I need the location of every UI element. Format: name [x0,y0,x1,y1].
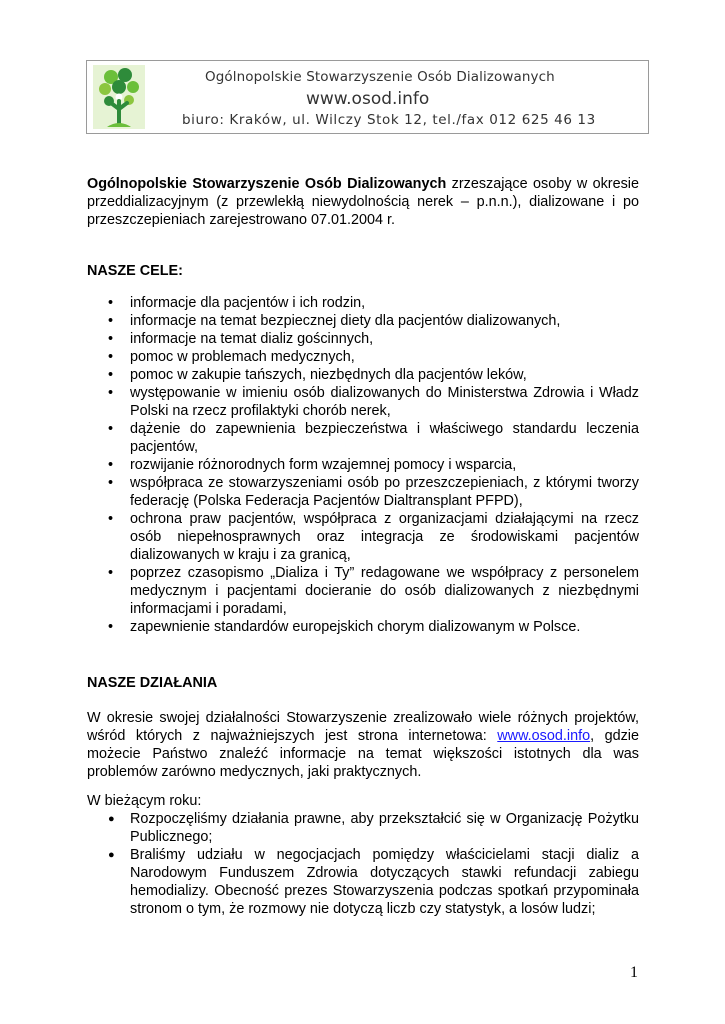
list-item: • informacje dla pacjentów i ich rodzin, [108,295,366,311]
list-item: • występowanie w imieniu osób dializowanych do Ministerstwa Zdrowia i Władz Polski na rzecz profilaktyki chorób nerek, [108,385,639,419]
bullet-icon: • [108,421,114,437]
bullet-icon: ● [108,849,115,861]
bullet-icon: • [108,619,114,635]
bullet-icon: • [108,565,114,581]
list-item: • zapewnienie standardów europejskich chorym dializowanym w Polsce. [108,619,581,635]
list-item: • informacje na temat bezpiecznej diety dla pacjentów dializowanych, [108,313,561,329]
bullet-icon: • [108,511,114,527]
website-link[interactable]: www.osod.info [497,728,591,744]
list-item: • pomoc w problemach medycznych, [108,349,355,365]
list-item: ● Braliśmy udziału w negocjacjach pomiędzy właścicielami stacji dializ a Narodowym Funduszem Zdrowia dotyczących stawki refundacji zabiegu hemodializy. Obecność prezes Stowarzyszenia podczas spotkań przypominała stronom o tym, że rozmowy nie dotyczą liczb czy statystyk, a losów ludzi; [108,847,639,917]
list-item: • współpraca ze stowarzyszeniami osób po przeszczepieniach, z którymi tworzy federację (Polska Federacja Pacjentów Dialtransplant PFPD), [108,475,639,509]
list-item: • ochrona praw pacjentów, współpraca z organizacjami działającymi na rzecz osób niepełnosprawnych oraz integracja ze środowiskami pacjentów dializowanych w kraju i za granicą, [108,511,639,563]
letterhead [86,60,649,134]
list-item: • rozwijanie różnorodnych form wzajemnej pomocy i wsparcia, [108,457,517,473]
list-item: • informacje na temat dializ gościnnych, [108,331,374,347]
bullet-icon: • [108,385,114,401]
actions-list [108,810,639,918]
page-number: 1 [630,964,638,981]
list-item: • pomoc w zakupie tańszych, niezbędnych dla pacjentów leków, [108,367,527,383]
list-item: • poprzez czasopismo „Dializa i Ty” redagowane we współpracy z personelem medycznym i pacjentami docieranie do osób dializowanych z niezbędnymi informacjami i poradami, [108,565,639,617]
actions-heading: NASZE DZIAŁANIA [87,675,218,691]
list-item: ● Rozpoczęliśmy działania prawne, aby przekształcić się w Organizację Pożytku Publicznego; [108,811,639,845]
header-org-name: Ogólnopolskie Stowarzyszenie Osób Dializowanych [205,69,555,85]
bullet-icon: ● [108,813,115,825]
intro-org-name: Ogólnopolskie Stowarzyszenie Osób Dializowanych [87,176,447,192]
goals-list [108,294,639,636]
goals-heading: NASZE CELE: [87,263,183,279]
intro-text: zrzeszające osoby w okresie przeddializacyjnym (z przewlekłą niewydolnością nerek – p.n.n.), dializowane i po przeszczepieniach zarejestrowano 07.01.2004 r. [87,176,640,228]
bullet-icon: • [108,349,114,365]
current-year-label: W bieżącym roku: [87,793,202,809]
bullet-icon: • [108,457,114,473]
actions-paragraph: W okresie swojej działalności Stowarzyszenie zrealizowało wiele różnych projektów, wśród których z najważniejszych jest strona internetowa: www.osod.info, gdzie możecie Państwo znaleźć informacje na temat większości istotnych dla was problemów zarówno medycznych, jaki praktycznych. [87,710,639,780]
bullet-icon: • [108,475,114,491]
header-website: www.osod.info [306,89,430,109]
bullet-icon: • [108,313,114,329]
bullet-icon: • [108,367,114,383]
list-item: • dążenie do zapewnienia bezpieczeństwa i właściwego standardu leczenia pacjentów, [108,421,639,455]
intro-paragraph [87,175,639,229]
header-office-address: biuro: Kraków, ul. Wilczy Stok 12, tel./fax 012 625 46 13 [182,112,596,128]
bullet-icon: • [108,295,114,311]
bullet-icon: • [108,331,114,347]
tree-logo-icon [93,65,145,129]
